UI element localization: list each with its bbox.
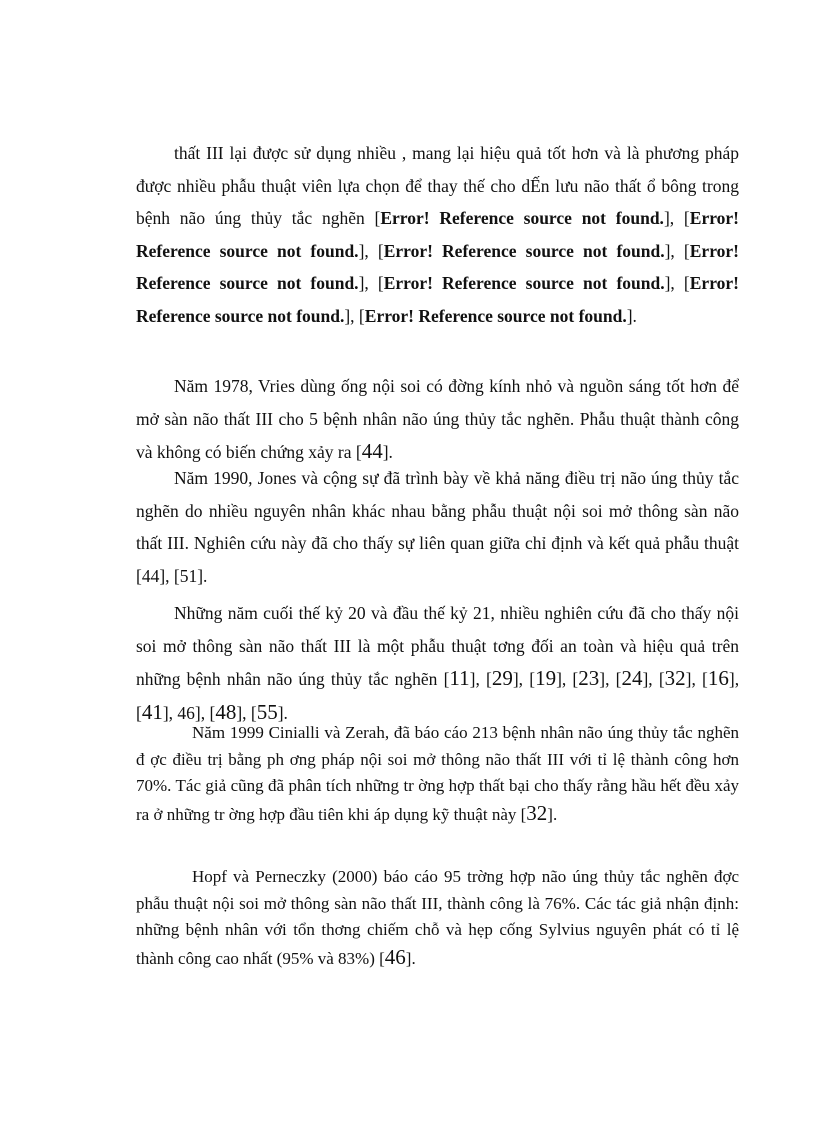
error-reference-7: Error! Reference source not found.	[364, 305, 627, 326]
p4-end: ].	[277, 702, 288, 723]
p4-separator: ], [	[236, 702, 257, 723]
p5-end: ].	[547, 804, 558, 824]
p4-separator: ], [	[599, 669, 622, 689]
citation-32: 32	[664, 666, 686, 690]
p1-separator: ], [	[664, 273, 690, 293]
citation-23: 23	[578, 666, 600, 690]
citation-24: 24	[621, 666, 643, 690]
citation-46: 46	[384, 944, 406, 969]
citation-16: 16	[707, 666, 729, 690]
paragraph-5	[136, 720, 739, 828]
p1-separator: ], [	[664, 240, 690, 261]
citation-55: 55	[256, 699, 278, 724]
error-reference-1: Error! Reference source not found.	[380, 208, 664, 228]
p1-separator: ], [	[344, 305, 365, 326]
p4-separator: ], [	[512, 669, 536, 689]
p1-text-start: thất III lại được sử dụng nhiều , mang lại hiệu quả tốt hơn và là phương pháp được nhiều phẫu thuật viên lựa chọn để thay thế cho dẾn lưu não thất ổ bông trong bệnh não úng thủy tắc nghẽn [	[136, 143, 739, 228]
citation-44: 44	[361, 439, 383, 463]
p1-end: ].	[626, 305, 637, 326]
p3-text: Năm 1990, Jones và cộng sự đã trình bày về khả năng điều trị não úng thủy tắc nghẽn do nhiều nguyên nhân khác nhau bằng phẫu thuật nội soi mở thông sàn não thất III. Nghiên cứu này đã cho thấy sự liên quan giữa chỉ định và kết quả phẫu thuật [44], [51].	[136, 468, 739, 586]
error-reference-5: Error! Reference source not found.	[383, 273, 665, 293]
paragraph-3	[136, 462, 739, 592]
paragraph-2	[136, 370, 739, 469]
paragraph-6	[136, 864, 739, 972]
p1-separator: ], [	[358, 273, 384, 293]
p4-separator: ], 46], [	[162, 702, 216, 723]
p6-text: Hopf và Perneczky (2000) báo cáo 95 trờng hợp não úng thủy tắc nghẽn đợc phẫu thuật nội soi mở thông sàn não thất III, thành công là 76%. Các tác giả nhận định: những bệnh nhân với tổn thơng chiếm chỗ và hẹp cống Sylvius nguyên phát có tỉ lệ thành công cao nhất (95% và 83%) [	[136, 867, 739, 968]
citation-19: 19	[535, 666, 557, 690]
p1-separator: ], [	[663, 208, 690, 228]
error-reference-2: Error! Reference source not found.	[136, 208, 740, 261]
p1-separator: ], [	[358, 240, 384, 261]
p4-separator: ], [	[136, 669, 740, 723]
p2-text: Năm 1978, Vries dùng ống nội soi có đờng kính nhỏ và nguồn sáng tốt hơn để mở sàn não thất III cho 5 bệnh nhân não úng thủy tắc nghẽn. Phẫu thuật thành công và không có biến chứng xảy ra [	[136, 376, 739, 462]
p4-separator: ], [	[685, 669, 708, 689]
p4-text: Những năm cuối thế kỷ 20 và đầu thế kỷ 21, nhiều nghiên cứu đã cho thấy nội soi mở thông sàn não thất III là một phẫu thuật tơng đối an toàn và hiệu quả trên những bệnh nhân não úng thủy tắc nghẽn [	[136, 603, 739, 689]
p4-separator: ], [	[556, 669, 579, 689]
citation-29: 29	[491, 666, 513, 690]
p4-separator: ], [	[469, 669, 492, 689]
error-reference-4: Error! Reference source not found.	[136, 240, 739, 293]
paragraph-4	[136, 597, 739, 729]
paragraph-1	[136, 137, 739, 332]
p4-separator: ], [	[642, 669, 665, 689]
p6-end: ].	[405, 948, 416, 968]
citation-48: 48	[215, 699, 237, 724]
p5-text: Năm 1999 Cinialli và Zerah, đã báo cáo 213 bệnh nhân não úng thủy tắc nghẽn đ ợc điều trị bằng ph ơng pháp nội soi mở thông não thất III với tỉ lệ thành công hơn 70%. Tác giả cũng đã phân tích những tr ờng hợp thất bại cho thấy rằng hầu hết đều xảy ra ở những tr ờng hợp đầu tiên khi áp dụng kỹ thuật này [	[136, 723, 739, 824]
citation-11: 11	[449, 666, 470, 690]
citation-41: 41	[141, 699, 163, 724]
error-reference-3: Error! Reference source not found.	[383, 240, 665, 261]
citation-32-b: 32	[526, 800, 548, 825]
p2-end: ].	[382, 442, 393, 462]
error-reference-6: Error! Reference source not found.	[136, 273, 739, 326]
